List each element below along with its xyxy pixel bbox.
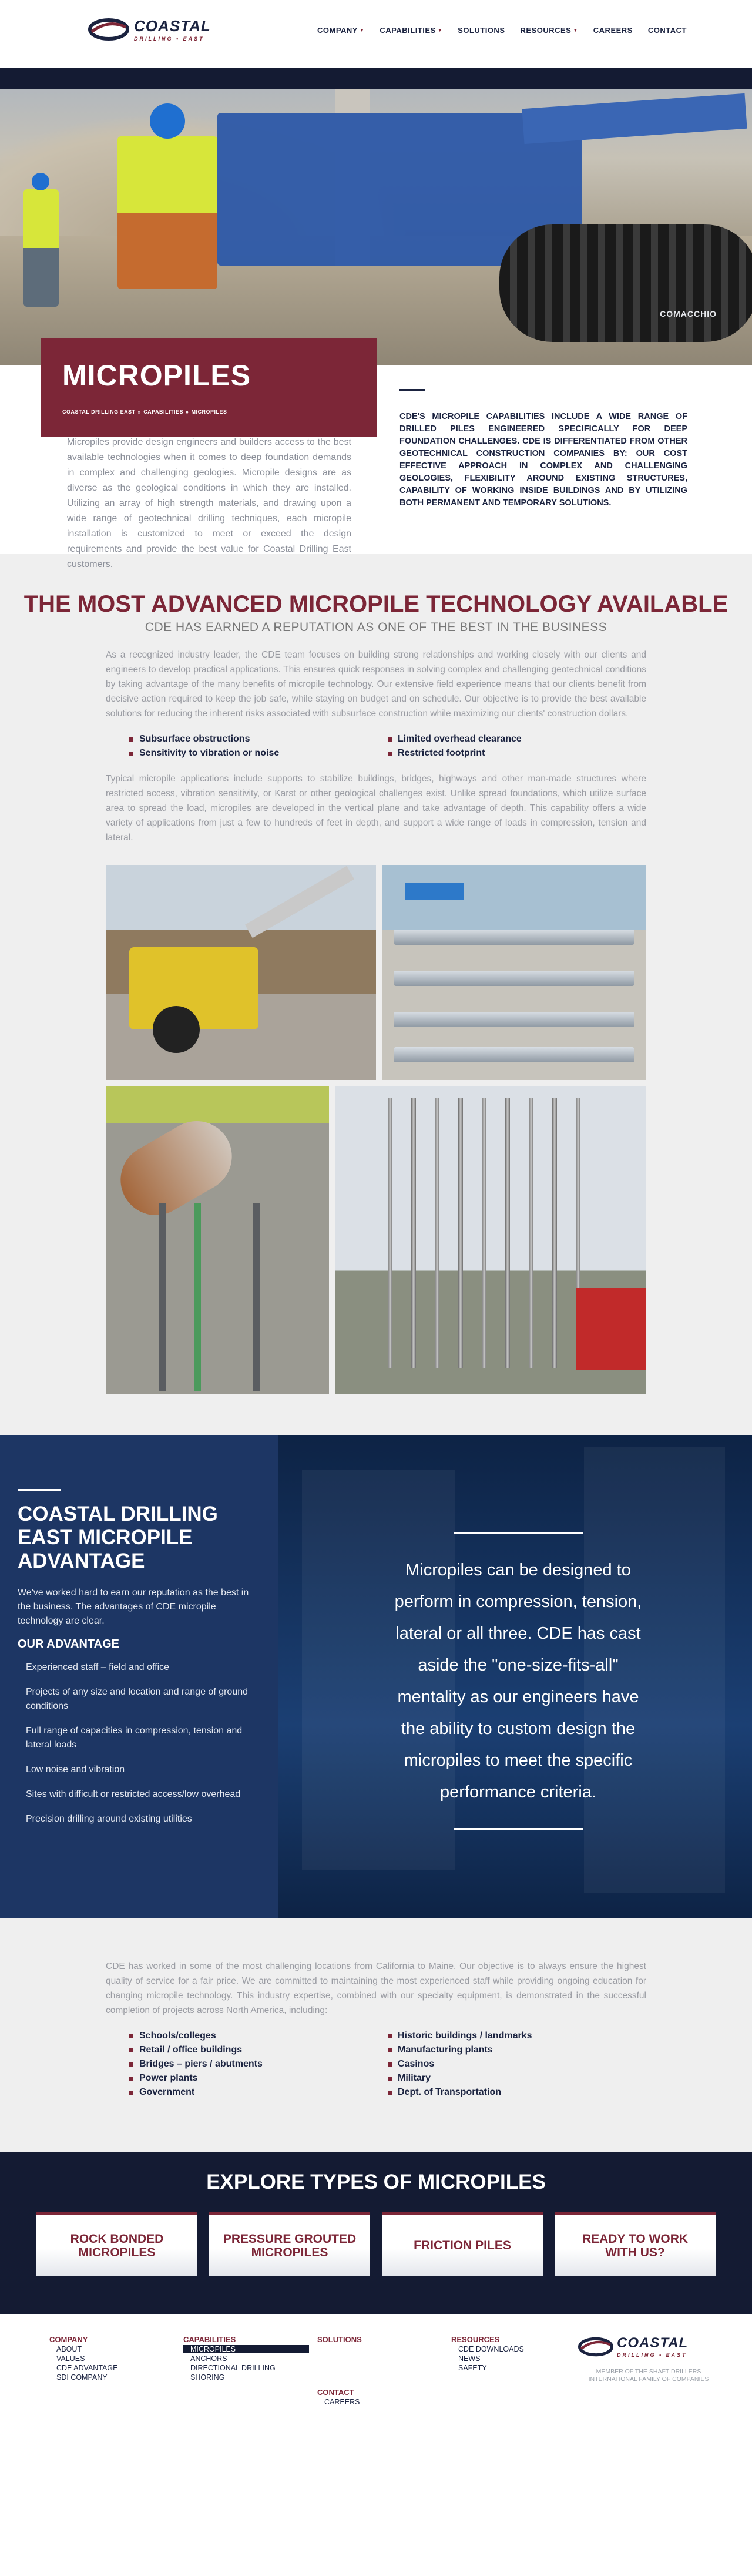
footer-logo[interactable] [578, 2335, 719, 2358]
bullet-icon [388, 2048, 392, 2052]
photo-casing-pipe [106, 1086, 329, 1394]
photo-excavator [106, 865, 376, 1080]
footer-link[interactable]: ABOUT [56, 2345, 82, 2353]
chevron-down-icon: ▼ [573, 28, 578, 33]
nav-contact[interactable]: CONTACT [647, 26, 687, 35]
list-item: Limited overhead clearance [388, 734, 623, 744]
nav-solutions[interactable]: SOLUTIONS [458, 26, 505, 35]
advantage-title: COASTAL DRILLING EAST MICROPILE ADVANTAGE [18, 1502, 218, 1572]
bullet-icon [388, 2077, 392, 2081]
footer-heading[interactable]: CAPABILITIES [183, 2335, 236, 2344]
list-item: Restricted footprint [388, 748, 623, 759]
section-paragraph: Typical micropile applications include supports to stabilize buildings, bridges, highways and other man-made structures where restricted access, vibration sensitivity, or Karst or other geological challenges exist. Unlike spread foundations, which utilize surface area to spread the load, micropiles are developed in the vertical plane and take advantage of depth. This capability offers a wide variety of applications from just a few to hundreds of feet in depth, and support a wide range of loads in compression, tension and lateral. [106, 774, 646, 843]
card-contact-cta[interactable]: READY TO WORK WITH US? [555, 2212, 716, 2276]
bullet-icon [388, 2091, 392, 2095]
logo-name: COASTAL [617, 2335, 689, 2351]
worker-figure [24, 189, 59, 307]
list-item: Casinos [388, 2059, 623, 2069]
card-rock-bonded[interactable]: ROCK BONDED MICROPILES [36, 2212, 197, 2276]
footer-tagline: MEMBER OF THE SHAFT DRILLERS INTERNATIONAL FAMILY OF COMPANIES [588, 2368, 709, 2383]
intro-highlight [400, 389, 687, 509]
intro-text: Micropiles provide design engineers and builders access to the best available technologies when it comes to deep foundation demands in complex and challenging geologies. Micropile designs are as diverse as the geological conditions in which they are installed. Utilizing an array of high strength materials, and drawing upon a wide range of geotechnical drilling techniques, each micropile installation is customized to meet or exceed the design requirements and provide the best value for Coastal Drilling East customers. [67, 437, 351, 569]
footer-col-resources [451, 2335, 524, 2372]
advanced-section [0, 554, 752, 1435]
footer-link[interactable]: CDE DOWNLOADS [458, 2345, 524, 2353]
site-header [0, 0, 752, 68]
photo-rebar-cluster [335, 1086, 646, 1394]
footer-col-contact [317, 2388, 360, 2406]
bullet-icon [129, 737, 133, 742]
list-item: Military [388, 2073, 623, 2084]
benefits-list [129, 734, 623, 759]
project-types-list [129, 2031, 623, 2098]
site-logo[interactable] [88, 16, 211, 42]
footer-heading[interactable]: RESOURCES [451, 2335, 500, 2344]
footer-heading[interactable]: CONTACT [317, 2388, 354, 2397]
list-item: Manufacturing plants [388, 2045, 623, 2055]
advantage-section [0, 1435, 752, 1918]
logo-tagline: DRILLING • EAST [134, 36, 204, 42]
explore-cards [0, 2212, 752, 2276]
footer-link[interactable]: DIRECTIONAL DRILLING [190, 2364, 276, 2372]
footer-heading[interactable]: COMPANY [49, 2335, 88, 2344]
footer-col-capabilities [183, 2335, 309, 2382]
breadcrumb-separator: » [137, 409, 142, 415]
footer-col-solutions [317, 2335, 362, 2344]
footer-heading[interactable]: SOLUTIONS [317, 2335, 362, 2344]
nav-resources[interactable]: RESOURCES ▼ [520, 26, 578, 35]
bullet-icon [388, 737, 392, 742]
main-nav [317, 26, 687, 35]
photo-gallery [106, 1086, 646, 1394]
list-item: Sensitivity to vibration or noise [129, 748, 364, 759]
list-item: Retail / office buildings [129, 2045, 364, 2055]
accent-divider [454, 1828, 583, 1830]
footer-link[interactable]: VALUES [56, 2354, 85, 2363]
footer-link[interactable]: CAREERS [324, 2398, 360, 2406]
advantage-list [18, 1661, 261, 1826]
header-dark-band [0, 68, 752, 89]
advantage-panel [0, 1435, 278, 1918]
intro-section [0, 365, 752, 569]
swoosh-logo-icon [578, 2336, 613, 2358]
list-item: Bridges – piers / abutments [129, 2059, 364, 2069]
locations-paragraph: CDE has worked in some of the most challenging locations from California to Maine. Our objective is to always ensure the highest quality of service for a fair price. We are committed to maintaining the most experienced staff while providing ongoing education for changing micropile technology. This industry expertise, combined with our specialty equipment, is demonstrated in the successful completion of projects across North America, including: [106, 1961, 646, 2015]
card-friction-piles[interactable]: FRICTION PILES [382, 2212, 543, 2276]
quote-block [390, 1532, 646, 1830]
explore-title: EXPLORE TYPES OF MICROPILES [206, 2171, 546, 2193]
bullet-icon [129, 2091, 133, 2095]
bullet-icon [129, 2048, 133, 2052]
footer-col-company [49, 2335, 118, 2382]
bullet-icon [129, 2077, 133, 2081]
breadcrumb-capabilities[interactable]: CAPABILITIES [143, 409, 184, 415]
list-item: Government [129, 2087, 364, 2098]
advantage-quote-panel [278, 1435, 752, 1918]
logo-tagline: DRILLING • EAST [617, 2352, 687, 2358]
equipment-brand: COMACCHIO [660, 309, 717, 318]
list-item: Projects of any size and location and range of ground conditions [26, 1687, 249, 1711]
footer-link[interactable]: NEWS [458, 2354, 481, 2363]
quote-text: Micropiles can be designed to perform in compression, tension, lateral or all three. CDE has cast aside the "one-size-fits-all" mentality as our engineers have the ability to custom design the micropiles to meet the specific performance criteria. [394, 1561, 642, 1802]
hero-image [0, 89, 752, 365]
list-item: Subsurface obstructions [129, 734, 364, 744]
list-item: Low noise and vibration [26, 1765, 125, 1775]
bullet-icon [129, 752, 133, 756]
list-item: Full range of capacities in compression, tension and lateral loads [26, 1726, 243, 1750]
section-subtitle: CDE HAS EARNED A REPUTATION AS ONE OF THE BEST IN THE BUSINESS [145, 620, 607, 634]
bullet-icon [388, 752, 392, 756]
bullet-icon [388, 2034, 392, 2038]
breadcrumb-separator: » [186, 409, 189, 415]
breadcrumb-home[interactable]: COASTAL DRILLING EAST [62, 409, 136, 415]
drill-rig [194, 89, 752, 360]
section-paragraph: As a recognized industry leader, the CDE team focuses on building strong relationships and working closely with our clients and engineers to develop practical applications. This ensures quick responses in solving complex and challenging geotechnical conditions by taking advantage of the many benefits of micropile technology. Our extensive field experience means that our clients benefit from decisive action required to keep the job safe, while staying on budget and on schedule. Our objective is to provide the best available solutions for reducing the inherent risks associated with subsurface construction while maximizing our clients' construction dollars. [106, 650, 646, 719]
list-item: Dept. of Transportation [388, 2087, 623, 2098]
bullet-icon [129, 2034, 133, 2038]
photo-rail-piles [382, 865, 646, 1080]
locations-section [0, 1918, 752, 2152]
list-item: Schools/colleges [129, 2031, 364, 2041]
list-item: Power plants [129, 2073, 364, 2084]
logo-name: COASTAL [134, 17, 211, 35]
accent-divider [18, 1489, 61, 1491]
nav-careers[interactable]: CAREERS [593, 26, 633, 35]
section-title: THE MOST ADVANCED MICROPILE TECHNOLOGY AVAILABLE [24, 591, 728, 617]
footer-link[interactable]: SHORING [190, 2373, 225, 2382]
list-item: Precision drilling around existing utilities [26, 1814, 192, 1824]
footer-link-active[interactable]: MICROPILES [183, 2345, 309, 2353]
photo-gallery [106, 865, 646, 1080]
list-item: Historic buildings / landmarks [388, 2031, 623, 2041]
worker-figure [118, 136, 217, 289]
explore-section [0, 2152, 752, 2314]
nav-capabilities[interactable]: CAPABILITIES ▼ [380, 26, 443, 35]
accent-divider [454, 1532, 583, 1534]
chevron-down-icon: ▼ [359, 28, 365, 33]
advantage-heading: OUR ADVANTAGE [18, 1638, 119, 1651]
footer-link[interactable]: ANCHORS [190, 2354, 227, 2363]
breadcrumb-current: MICROPILES [191, 409, 227, 415]
footer-link[interactable]: SAFETY [458, 2364, 487, 2372]
swoosh-logo-icon [88, 16, 129, 42]
site-footer [0, 2314, 752, 2436]
card-pressure-grouted[interactable]: PRESSURE GROUTED MICROPILES [209, 2212, 370, 2276]
advantage-intro: We've worked hard to earn our reputation as the best in the business. The advantages of CDE micropile technology are clear. [18, 1588, 249, 1626]
nav-company[interactable]: COMPANY ▼ [317, 26, 365, 35]
bullet-icon [129, 2062, 133, 2067]
chevron-down-icon: ▼ [437, 28, 443, 33]
list-item: Sites with difficult or restricted access/low overhead [26, 1789, 241, 1799]
bullet-icon [388, 2062, 392, 2067]
footer-link[interactable]: CDE ADVANTAGE [56, 2364, 118, 2372]
page-title: MICROPILES [62, 359, 251, 392]
footer-link[interactable]: SDI COMPANY [56, 2373, 108, 2382]
list-item: Experienced staff – field and office [26, 1662, 170, 1672]
intro-highlight-text: CDE'S MICROPILE CAPABILITIES INCLUDE A WIDE RANGE OF DRILLED PILES ENGINEERED SPECIFICALLY FOR DEEP FOUNDATION CHALLENGES. CDE IS DIFFERENTIATED FROM OTHER GEOTECHNICAL CONSTRUCTION COMPANIES BY: OUR COST EFFECTIVE APPROACH IN COMPLEX AND CHALLENGING GEOLOGIES, FLEXIBILITY AROUND EXISTING STRUCTURES, CAPABILITY OF WORKING INSIDE BUILDINGS AND BY UTILIZING BOTH PERMANENT AND TEMPORARY SOLUTIONS. [400, 412, 687, 508]
accent-divider [400, 389, 425, 391]
